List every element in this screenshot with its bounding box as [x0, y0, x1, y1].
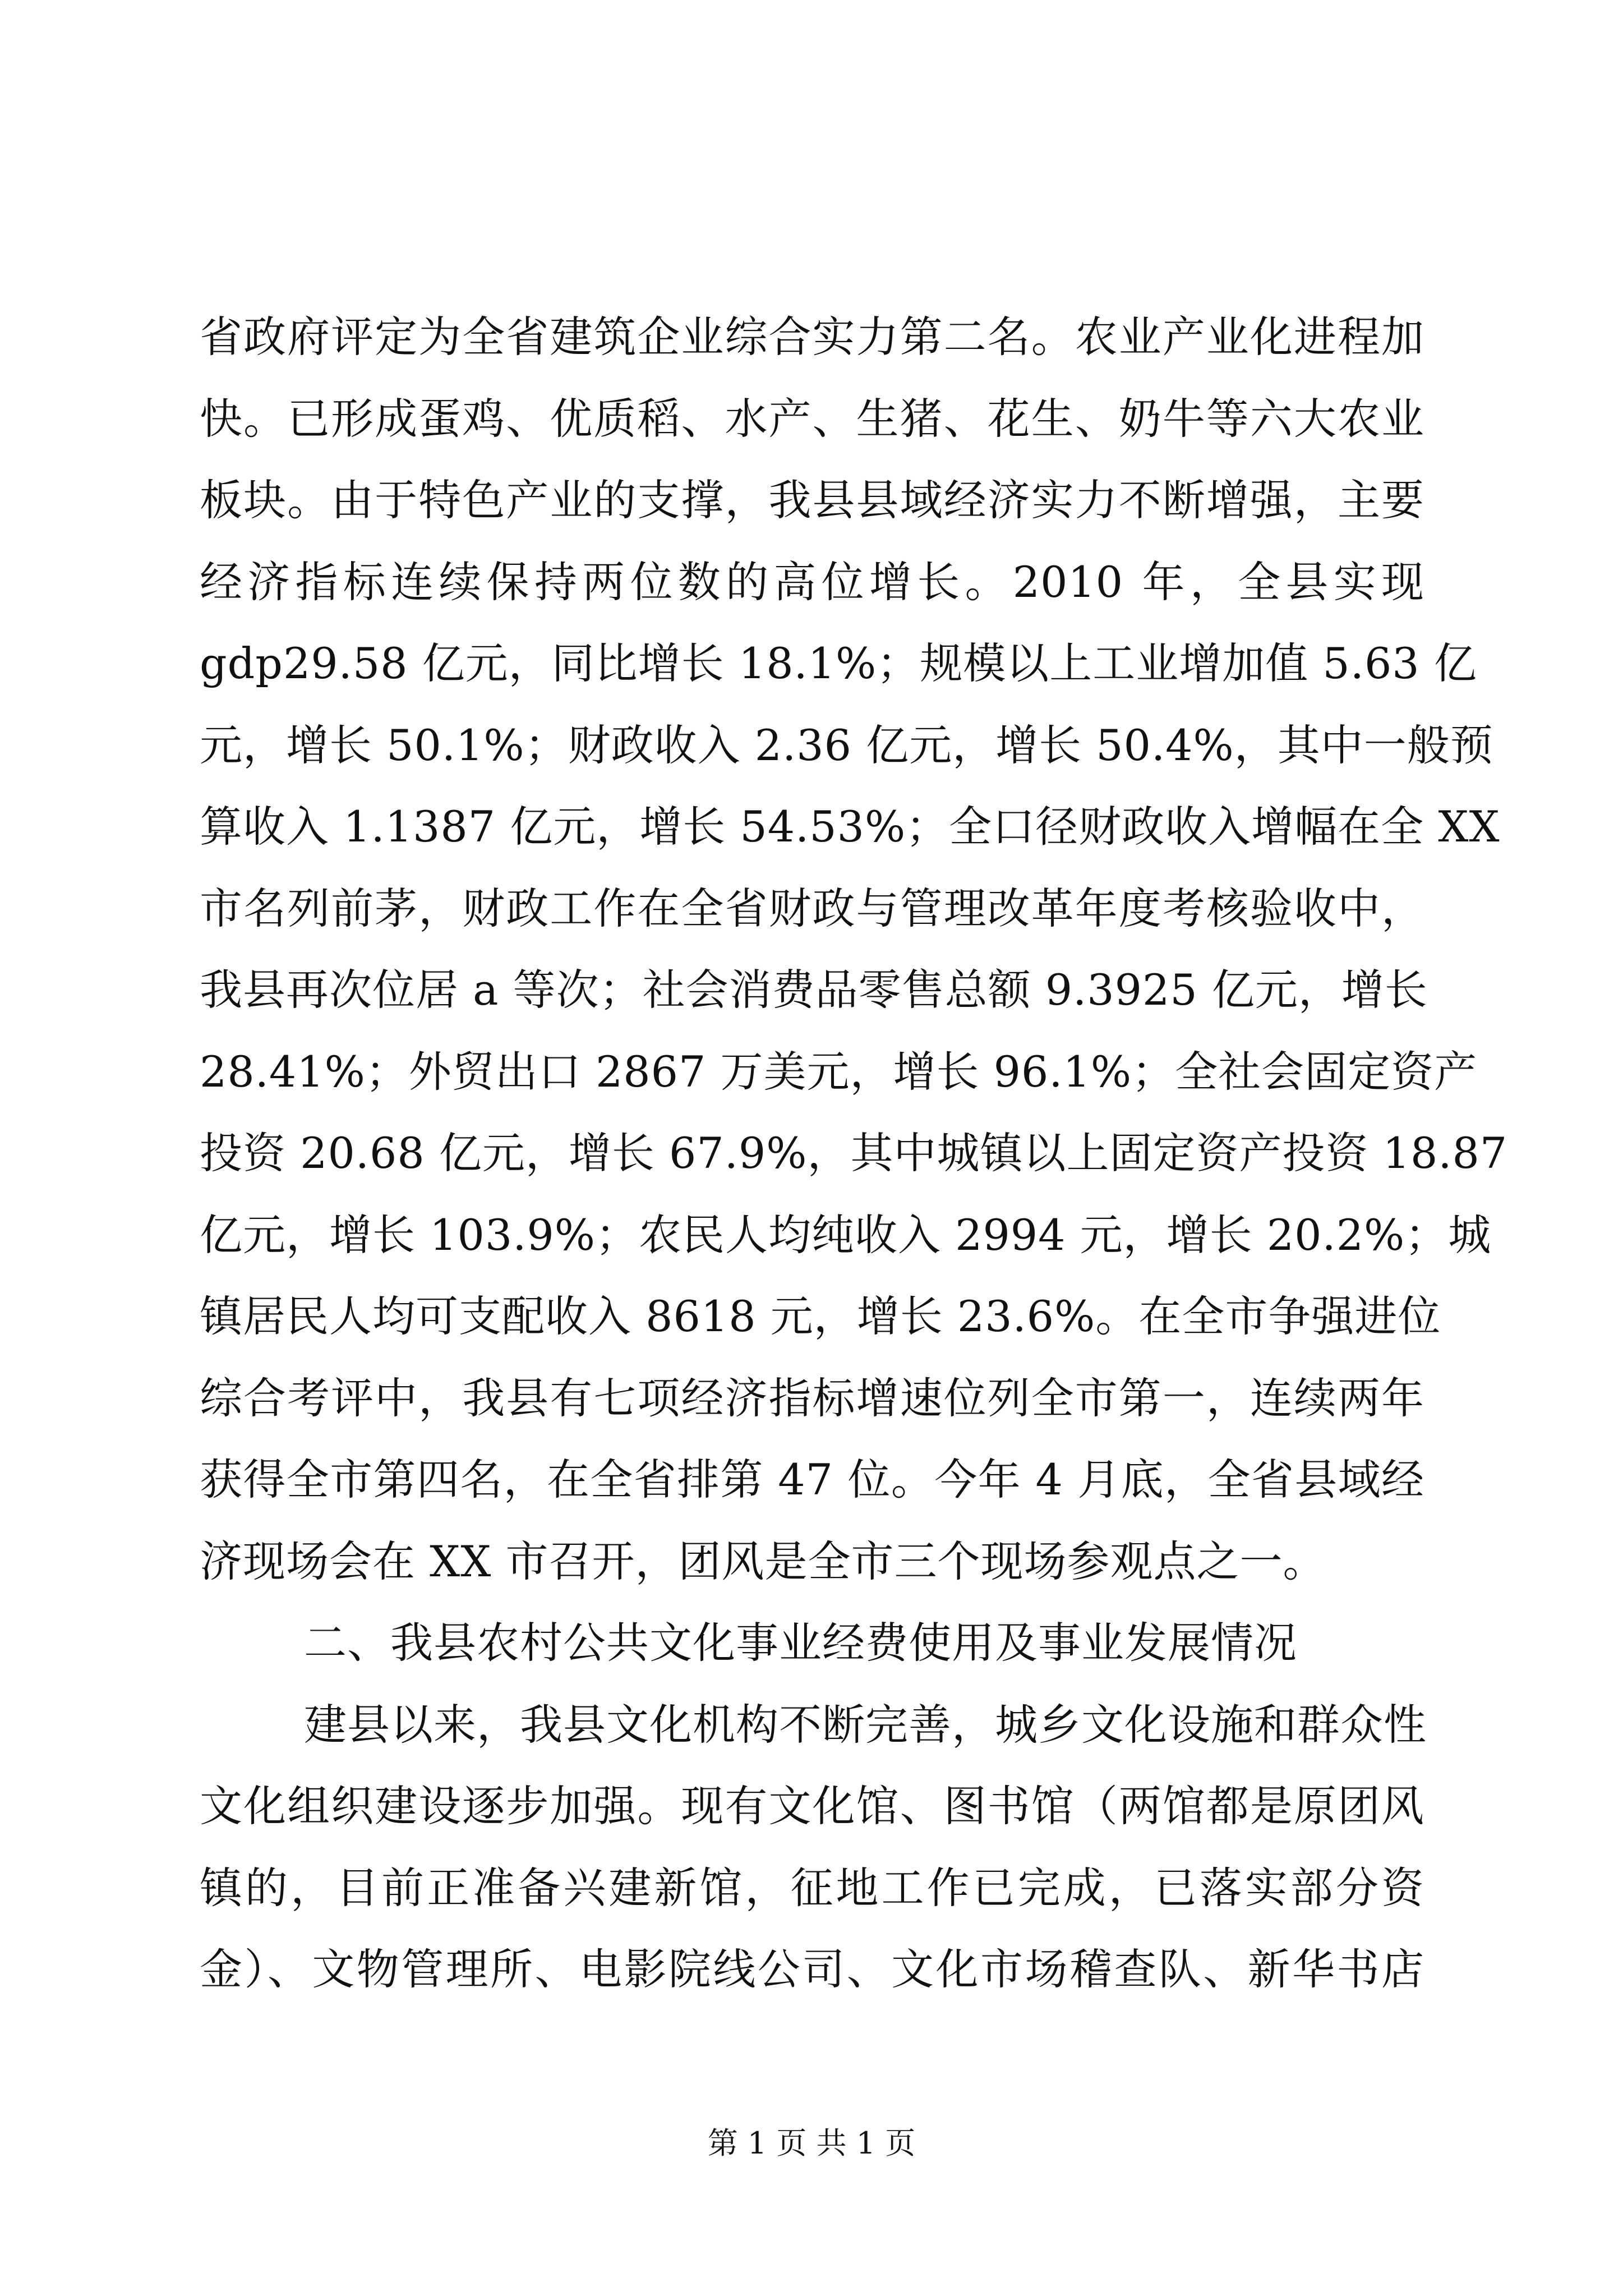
text-line: 我县再次位居 a 等次；社会消费品零售总额 9.3925 亿元，增长 [200, 965, 1428, 1015]
text-line: 板块。由于特色产业的支撑，我县县域经济实力不断增强，主要 [200, 475, 1424, 525]
section-heading: 二、我县农村公共文化事业经费使用及事业发展情况 [304, 1618, 1297, 1668]
text-line: 综合考评中，我县有七项经济指标增速位列全市第一，连续两年 [200, 1373, 1424, 1423]
text-line: 省政府评定为全省建筑企业综合实力第二名。农业产业化进程加 [200, 312, 1424, 362]
page-footer [0, 2124, 1623, 2163]
text-line: 获得全市第四名，在全省排第 47 位。今年 4 月底，全省县域经 [200, 1455, 1424, 1504]
text-line: 快。已形成蛋鸡、优质稻、水产、生猪、花生、奶牛等六大农业 [200, 393, 1424, 444]
text-line: 市名列前茅，财政工作在全省财政与管理改革年度考核验收中， [200, 883, 1424, 933]
text-line: 算收入 1.1387 亿元，增长 54.53%；全口径财政收入增幅在全 XX [200, 802, 1500, 852]
text-line: gdp29.58 亿元，同比增长 18.1%；规模以上工业增加值 5.63 亿 [200, 638, 1477, 688]
text-line: 文化组织建设逐步加强。现有文化馆、图书馆（两馆都是原团风 [200, 1781, 1424, 1831]
text-line: 金）、文物管理所、电影院线公司、文化市场稽查队、新华书店 [200, 1944, 1424, 1994]
body-text [200, 296, 1508, 2010]
text-line: 元，增长 50.1%；财政收入 2.36 亿元，增长 50.4%，其中一般预 [200, 720, 1493, 770]
text-line: 镇的，目前正准备兴建新馆，征地工作已完成，已落实部分资 [200, 1862, 1424, 1913]
text-line: 经济指标连续保持两位数的高位增长。2010 年，全县实现 [200, 556, 1424, 607]
text-line: 镇居民人均可支配收入 8618 元，增长 23.6%。在全市争强进位 [200, 1291, 1441, 1341]
text-line: 济现场会在 XX 市召开，团风是全市三个现场参观点之一。 [200, 1536, 1326, 1586]
text-line: 28.41%；外贸出口 2867 万美元，增长 96.1%；全社会固定资产 [200, 1046, 1478, 1097]
text-line: 亿元，增长 103.9%；农民人均纯收入 2994 元，增长 20.2%；城 [200, 1209, 1492, 1260]
page-number-label: 第 1 页 共 1 页 [707, 2125, 916, 2161]
text-line: 投资 20.68 亿元，增长 67.9%，其中城镇以上固定资产投资 18.87 [200, 1128, 1508, 1178]
text-line: 建县以来，我县文化机构不断完善，城乡文化设施和群众性 [304, 1699, 1427, 1750]
